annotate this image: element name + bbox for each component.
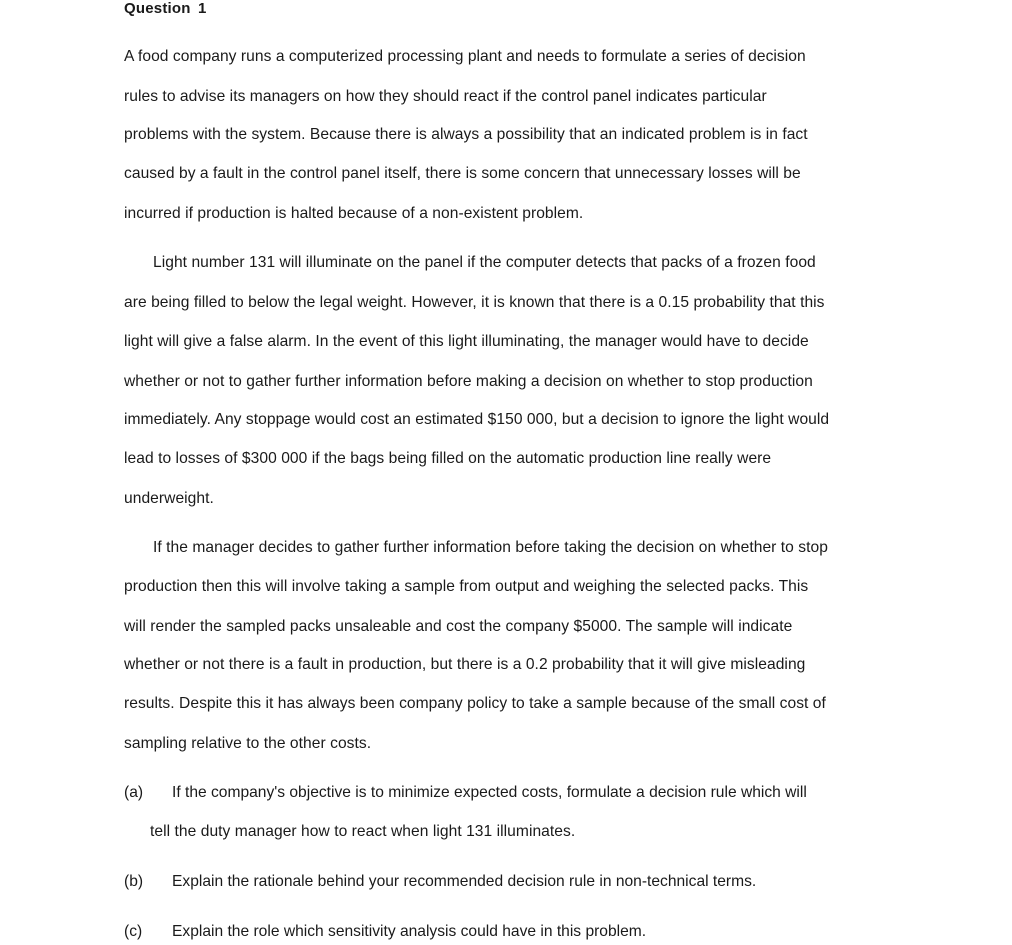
part-label: (c) bbox=[124, 923, 143, 940]
paragraph-line: lead to losses of $300 000 if the bags being filled on the automatic production line really were bbox=[124, 450, 772, 467]
paragraph-line: results. Despite this it has always been company policy to take a sample because of the small cost of bbox=[124, 695, 826, 712]
paragraph-line: will render the sampled packs unsaleable and cost the company $5000. The sample will indicate bbox=[124, 618, 793, 635]
part-label: (a) bbox=[124, 784, 144, 801]
paragraph-line: sampling relative to the other costs. bbox=[124, 735, 372, 752]
paragraph-line: production then this will involve taking a sample from output and weighing the selected packs. This bbox=[124, 578, 809, 595]
part-text: If the company's objective is to minimize expected costs, formulate a decision rule which will bbox=[172, 784, 807, 801]
paragraph-line: incurred if production is halted because of a non-existent problem. bbox=[124, 205, 584, 222]
part-text: Explain the rationale behind your recommended decision rule in non-technical terms. bbox=[172, 873, 757, 890]
paragraph-line: caused by a fault in the control panel itself, there is some concern that unnecessary losses will be bbox=[124, 165, 801, 182]
part-text: tell the duty manager how to react when light 131 illuminates. bbox=[150, 823, 576, 840]
paragraph-line: underweight. bbox=[124, 490, 214, 507]
part-label: (b) bbox=[124, 873, 144, 890]
paragraph-line: immediately. Any stoppage would cost an estimated $150 000, but a decision to ignore the light would bbox=[124, 411, 830, 428]
paragraph-line: whether or not there is a fault in production, but there is a 0.2 probability that it will give misleading bbox=[124, 656, 806, 673]
paragraph-line: A food company runs a computerized processing plant and needs to formulate a series of decision bbox=[124, 48, 806, 65]
part-text: Explain the role which sensitivity analysis could have in this problem. bbox=[172, 923, 647, 940]
paragraph-line: problems with the system. Because there is always a possibility that an indicated problem is in fact bbox=[124, 126, 808, 143]
paragraph-line: are being filled to below the legal weight. However, it is known that there is a 0.15 probability that this bbox=[124, 294, 825, 311]
question-heading: Question 1 bbox=[124, 0, 207, 17]
paragraph-line: If the manager decides to gather further information before taking the decision on whether to stop bbox=[153, 539, 828, 556]
paragraph-line: whether or not to gather further information before making a decision on whether to stop production bbox=[124, 373, 813, 390]
paragraph-line: rules to advise its managers on how they should react if the control panel indicates particular bbox=[124, 88, 767, 105]
paragraph-line: light will give a false alarm. In the event of this light illuminating, the manager would have to decide bbox=[124, 333, 809, 350]
paragraph-line: Light number 131 will illuminate on the panel if the computer detects that packs of a frozen food bbox=[153, 254, 816, 271]
